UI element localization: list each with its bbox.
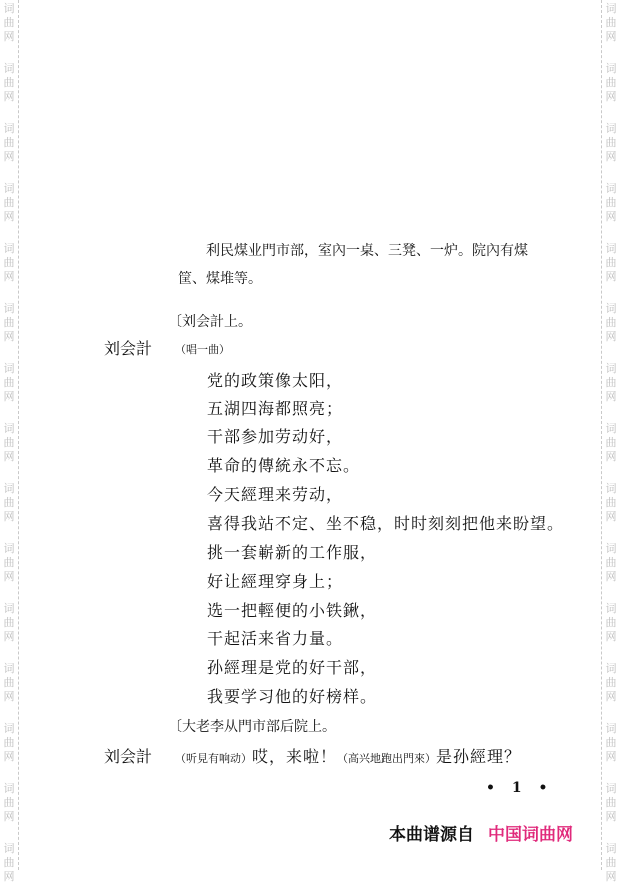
watermark-char: 曲 [605,316,617,329]
lyric-line: 挑一套嶄新的工作服， [207,543,378,562]
lyric-line: 今天經理来劳动， [207,485,344,504]
watermark-group [602,602,620,644]
watermark-char: 曲 [3,556,15,569]
speaker-name: 刘会計 [104,747,153,766]
watermark-char: 词 [605,242,617,255]
watermark-char: 曲 [605,856,617,869]
watermark-char: 曲 [605,736,617,749]
watermark-char: 词 [605,62,617,75]
watermark-char: 词 [605,842,617,855]
watermark-group [602,242,620,284]
watermark-char: 词 [605,542,617,555]
watermark-char: 词 [605,302,617,315]
watermark-char: 曲 [605,376,617,389]
watermark-group [602,482,620,524]
watermark-group [0,482,18,524]
watermark-group [0,662,18,704]
watermark-group [0,122,18,164]
watermark-char: 网 [3,450,15,463]
watermark-char: 曲 [3,436,15,449]
page-number: • 1 • [486,780,554,796]
watermark-char: 网 [605,390,617,403]
watermark-char: 网 [3,90,15,103]
right-watermark-strip [601,0,620,883]
watermark-char: 曲 [605,16,617,29]
dialogue-text: 是孙經理？ [436,747,522,766]
watermark-group [0,602,18,644]
watermark-char: 网 [3,870,15,883]
watermark-char: 网 [605,90,617,103]
stage-cue: （高兴地跑出門來） [337,752,437,765]
watermark-group [602,362,620,404]
lyric-line: 干部参加劳动好， [207,427,344,446]
watermark-char: 词 [605,182,617,195]
watermark-char: 网 [605,810,617,823]
watermark-group [0,2,18,44]
watermark-char: 曲 [3,496,15,509]
watermark-group [602,122,620,164]
watermark-char: 网 [605,150,617,163]
watermark-char: 曲 [3,856,15,869]
watermark-char: 网 [3,630,15,643]
stage-cue: （听見有响动） [175,752,252,765]
watermark-char: 曲 [605,136,617,149]
watermark-char: 网 [3,30,15,43]
watermark-group [602,542,620,584]
watermark-char: 网 [3,750,15,763]
watermark-char: 词 [605,122,617,135]
watermark-group [602,842,620,884]
watermark-char: 曲 [605,196,617,209]
source-label: 本曲谱源自 [389,825,474,845]
watermark-char: 网 [605,510,617,523]
watermark-char: 曲 [3,196,15,209]
lyric-line: 孙經理是党的好干部， [207,658,378,677]
watermark-char: 网 [3,570,15,583]
stage-direction-li: 〔大老李从門市部后院上。 [168,719,336,735]
watermark-char: 曲 [605,256,617,269]
watermark-char: 词 [605,662,617,675]
watermark-char: 网 [3,270,15,283]
watermark-char: 词 [605,2,617,15]
watermark-group [0,62,18,104]
stage-intro-line-2: 筐、煤堆等。 [178,271,262,287]
watermark-char: 网 [605,450,617,463]
left-watermark-strip [0,0,19,883]
watermark-char: 曲 [3,676,15,689]
watermark-group [0,362,18,404]
watermark-char: 曲 [3,136,15,149]
watermark-char: 词 [3,302,15,315]
watermark-group [0,842,18,884]
watermark-char: 词 [605,482,617,495]
watermark-char: 曲 [3,256,15,269]
watermark-char: 词 [3,182,15,195]
watermark-group [602,62,620,104]
lyric-line: 干起活来省力量。 [207,629,344,648]
source-footer [389,820,573,845]
watermark-char: 网 [605,30,617,43]
watermark-char: 词 [3,782,15,795]
watermark-char: 曲 [3,736,15,749]
lyric-line: 喜得我站不定、坐不稳，时时刻刻把他来盼望。 [207,514,565,533]
watermark-group [602,422,620,464]
watermark-char: 词 [3,422,15,435]
watermark-char: 网 [605,330,617,343]
watermark-char: 词 [3,542,15,555]
watermark-char: 曲 [605,676,617,689]
watermark-group [0,242,18,284]
watermark-char: 词 [3,2,15,15]
watermark-group [0,782,18,824]
watermark-group [602,182,620,224]
watermark-char: 词 [605,422,617,435]
watermark-char: 网 [3,810,15,823]
lyric-line: 好让經理穿身上； [207,572,344,591]
watermark-char: 网 [605,750,617,763]
lyric-line: 五湖四海都照亮； [207,399,344,418]
stage-direction-enter: 〔刘会計上。 [168,314,252,330]
watermark-char: 词 [605,782,617,795]
singing-cue: （唱一曲） [175,343,230,356]
source-site: 中国词曲网 [488,825,573,845]
watermark-char: 词 [3,242,15,255]
speaker-name: 刘会計 [104,339,153,358]
watermark-group [602,782,620,824]
watermark-char: 曲 [3,616,15,629]
watermark-char: 网 [605,270,617,283]
watermark-char: 词 [605,602,617,615]
watermark-group [602,662,620,704]
watermark-char: 网 [3,510,15,523]
lyric-line: 党的政策像太阳， [207,371,344,390]
lyric-line: 选一把輕便的小铁鍬， [207,601,378,620]
stage-intro-line-1: 利民煤业門市部，室內一桌、三凳、一炉。院內有煤 [206,243,528,259]
watermark-char: 曲 [605,496,617,509]
watermark-char: 词 [3,662,15,675]
watermark-char: 词 [605,362,617,375]
watermark-group [602,722,620,764]
watermark-char: 曲 [3,16,15,29]
watermark-char: 曲 [605,76,617,89]
watermark-char: 网 [3,150,15,163]
watermark-group [0,542,18,584]
watermark-char: 词 [3,62,15,75]
lyric-line: 我要学习他的好榜样。 [207,687,378,706]
watermark-char: 词 [3,602,15,615]
watermark-char: 网 [3,330,15,343]
dialogue-line [175,744,521,767]
watermark-char: 网 [605,690,617,703]
watermark-char: 词 [3,122,15,135]
watermark-char: 网 [605,570,617,583]
watermark-group [0,722,18,764]
dialogue-text: 哎，来啦！ [252,747,338,766]
watermark-group [0,302,18,344]
lyric-line: 革命的傳統永不忘。 [207,456,361,475]
watermark-char: 网 [605,210,617,223]
watermark-group [602,2,620,44]
watermark-char: 词 [3,362,15,375]
watermark-char: 网 [605,870,617,883]
watermark-char: 曲 [605,616,617,629]
watermark-group [0,182,18,224]
watermark-char: 网 [3,210,15,223]
watermark-char: 网 [3,390,15,403]
watermark-char: 网 [3,690,15,703]
watermark-char: 词 [3,842,15,855]
watermark-char: 曲 [605,436,617,449]
watermark-char: 曲 [3,796,15,809]
watermark-char: 曲 [605,556,617,569]
watermark-char: 曲 [3,76,15,89]
watermark-group [0,422,18,464]
watermark-char: 网 [605,630,617,643]
watermark-char: 曲 [605,796,617,809]
watermark-char: 词 [3,482,15,495]
watermark-char: 曲 [3,376,15,389]
watermark-char: 曲 [3,316,15,329]
watermark-char: 词 [3,722,15,735]
watermark-group [602,302,620,344]
watermark-char: 词 [605,722,617,735]
